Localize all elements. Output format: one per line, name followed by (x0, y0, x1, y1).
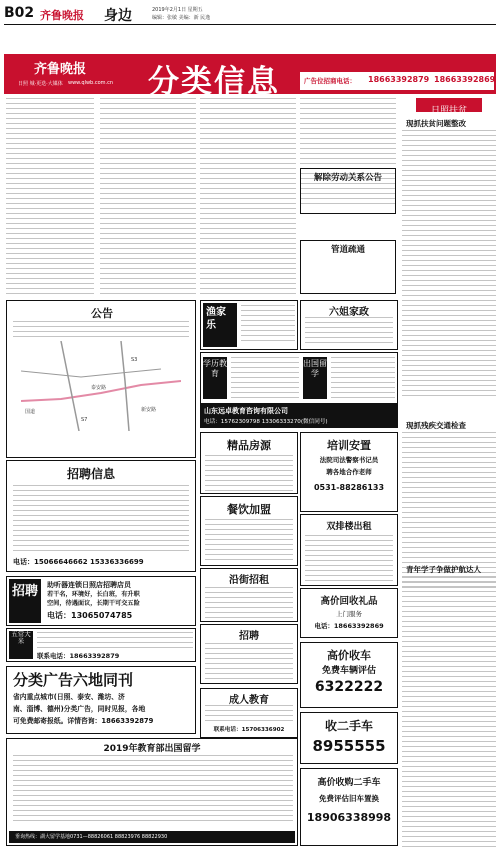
map-label-5: 新安路 (141, 407, 157, 413)
date-line: 2019年2月1日 星期五 (152, 7, 203, 13)
editor-line: 编辑：张敏 美编：新 民逸 (152, 15, 211, 21)
classified-text-col-1 (6, 98, 94, 296)
poverty-tag (416, 98, 482, 116)
rice-label-bg (9, 631, 33, 659)
map-label-2: 泰安路 (91, 385, 107, 391)
notice-box (6, 300, 196, 458)
banner-slogan: 日照 城·更迭·大媒体 (18, 81, 63, 87)
fish-ad-title-bg (203, 303, 237, 347)
rice-ad (6, 628, 196, 662)
article-3-title: 青年学子争做护航达人 (406, 565, 481, 574)
used-car-phone: 8955555 (312, 737, 386, 755)
article-1-title: 现抓扶贫问题整改 (406, 119, 466, 128)
hearing-recruit-label: 招聘 (11, 584, 38, 599)
yuanda-strip (200, 404, 398, 428)
catering-ad (200, 496, 298, 566)
hotline-2: 18663392869 (434, 75, 496, 84)
study-abroad-phone: 垂询热线：湖大留学基地0731—88826061 88823976 88822930 (15, 834, 168, 840)
gift-service: 上门服务 (336, 610, 362, 618)
adult-edu-text (205, 705, 293, 721)
recruit-phone: 电话：15066646662 15336336699 (13, 558, 144, 566)
article-1-body (402, 130, 496, 398)
catering-title: 餐饮加盟 (227, 503, 271, 516)
labor-title: 解除劳动关系公告 (313, 173, 382, 183)
six-city-sub-2: 南、淄博、德州)分类广告，同时见报，各地 (13, 705, 146, 713)
car-phone: 6322222 (314, 679, 384, 695)
hearing-phone: 电话：13065074785 (47, 611, 133, 620)
used-car-2-title: 高价收购二手车 (317, 778, 381, 788)
housing-title: 精品房源 (227, 439, 271, 452)
abroad-label-bg (303, 357, 327, 399)
housing-ad (200, 432, 298, 494)
labor-notice (300, 168, 396, 214)
hearing-text-2: 若干名，环境好，长白班，有升职 (47, 591, 140, 598)
recruit-2-ad (200, 624, 298, 684)
poverty-tag-text: 日照扶贫 (430, 106, 467, 116)
fish-ad (200, 300, 298, 350)
hearing-recruit-ad (6, 576, 196, 626)
used-car-2-ad (300, 768, 398, 846)
notice-map (21, 341, 181, 431)
map-label-3: S3 (131, 357, 138, 363)
street-rent-ad (200, 568, 298, 622)
rice-label: 五常大米 (11, 630, 31, 645)
recruit-title: 招聘信息 (67, 467, 116, 481)
article-3-body (402, 576, 496, 848)
abroad-label: 出国留学 (303, 359, 327, 378)
degree-edu-label-bg (203, 357, 227, 399)
adult-edu-phone: 联系电话：15706336902 (213, 727, 285, 733)
street-rent-title: 沿街招租 (229, 575, 269, 586)
adult-edu-ad (200, 688, 298, 738)
pipe-dredging (300, 240, 396, 294)
degree-edu-text (231, 357, 299, 399)
study-abroad-phone-bg (9, 831, 295, 843)
training-sub-2: 聘各地合作老师 (326, 468, 372, 476)
article-2-title: 现抓残疾交通检查 (406, 421, 466, 430)
rice-text (37, 632, 193, 650)
fish-ad-title: 渔家乐 (206, 307, 226, 331)
hearing-text-3: 空间，待遇面议，长期干可交五险 (47, 600, 140, 607)
banner-logo: 齐鲁晚报 (34, 62, 87, 77)
right-news-column (402, 98, 496, 850)
recruit-box (6, 460, 196, 572)
six-city-sub-1: 省内重点城市(日照、泰安、潍坊、济 (13, 693, 125, 701)
six-city-sub-3: 可免费邮寄报纸。详情咨询：18663392879 (13, 717, 154, 725)
gift-recycle-title: 高价回收礼品 (320, 596, 378, 607)
housekeeping-ad (300, 300, 398, 350)
used-car-2-phone: 18906338998 (306, 811, 392, 824)
training-sub-1: 法院司法警察书记员 (319, 456, 379, 464)
recruit-2-text (205, 643, 293, 681)
section-name: 身边 (104, 8, 132, 24)
degree-edu-label: 学历教育 (203, 359, 227, 378)
education-ad (200, 352, 398, 404)
training-ad (300, 432, 398, 512)
training-title: 培训安置 (327, 439, 371, 452)
car-purchase-title: 高价收车 (327, 649, 371, 662)
paper-name: 齐鲁晚报 (40, 9, 84, 22)
hotline-label: 广告位招商电话： (304, 77, 356, 85)
map-label-1: 国道 (25, 409, 36, 415)
yuanda-company: 山东远卓教育咨询有限公司 (204, 407, 288, 415)
banner-url: www.qlwb.com.cn (68, 80, 113, 86)
study-abroad-title: 2019年教育部出国留学 (103, 744, 201, 754)
training-phone: 0531-88286133 (313, 483, 385, 492)
banner-title: 分类信息 (148, 64, 280, 100)
abroad-text (331, 357, 395, 399)
gift-recycle-ad (300, 588, 398, 638)
adult-edu-title: 成人教育 (229, 695, 269, 706)
fish-ad-text (241, 305, 295, 345)
catering-text (205, 519, 293, 563)
map-label-4: S7 (81, 417, 88, 423)
six-city-ad (6, 666, 196, 734)
double-building-title: 双排楼出租 (326, 522, 372, 532)
study-abroad-text (13, 755, 293, 825)
banner-hotline-box (300, 72, 494, 90)
used-car-ad (300, 712, 398, 764)
classified-banner (4, 54, 496, 100)
housekeeping-text (305, 317, 393, 347)
study-abroad-bottom (6, 738, 298, 846)
page-number: B02 (4, 5, 35, 21)
double-building-ad (300, 514, 398, 586)
housing-text (205, 455, 293, 491)
notice-title: 公告 (91, 307, 113, 320)
gift-phone: 电话：18663392869 (314, 622, 384, 630)
masthead (4, 3, 496, 25)
recruit-2-title: 招聘 (239, 631, 259, 642)
hearing-text-1: 助听器连锁日照店招聘店员 (47, 581, 131, 589)
used-car-2-sub: 免费评估旧车置换 (319, 794, 379, 803)
hotline-1: 18663392879 (368, 75, 430, 84)
street-rent-text (205, 587, 293, 619)
car-evaluate: 免费车辆评估 (321, 666, 376, 676)
rice-phone: 联系电话：18663392879 (37, 652, 120, 660)
housekeeping-title: 六姐家政 (329, 307, 369, 318)
hearing-recruit-label-bg (9, 579, 41, 623)
yuanda-phone: 电话：15762309798 13306333270(微信同号) (204, 419, 328, 425)
six-city-title: 分类广告六地同刊 (13, 671, 134, 689)
car-purchase-ad (300, 642, 398, 708)
classified-text-col-2 (100, 98, 196, 296)
pipe-title: 管道疏通 (330, 245, 365, 255)
recruit-text (13, 485, 189, 551)
classified-text-col-3 (200, 98, 296, 296)
notice-text (13, 321, 189, 337)
used-car-title: 收二手车 (324, 719, 373, 733)
double-building-text (305, 535, 393, 583)
